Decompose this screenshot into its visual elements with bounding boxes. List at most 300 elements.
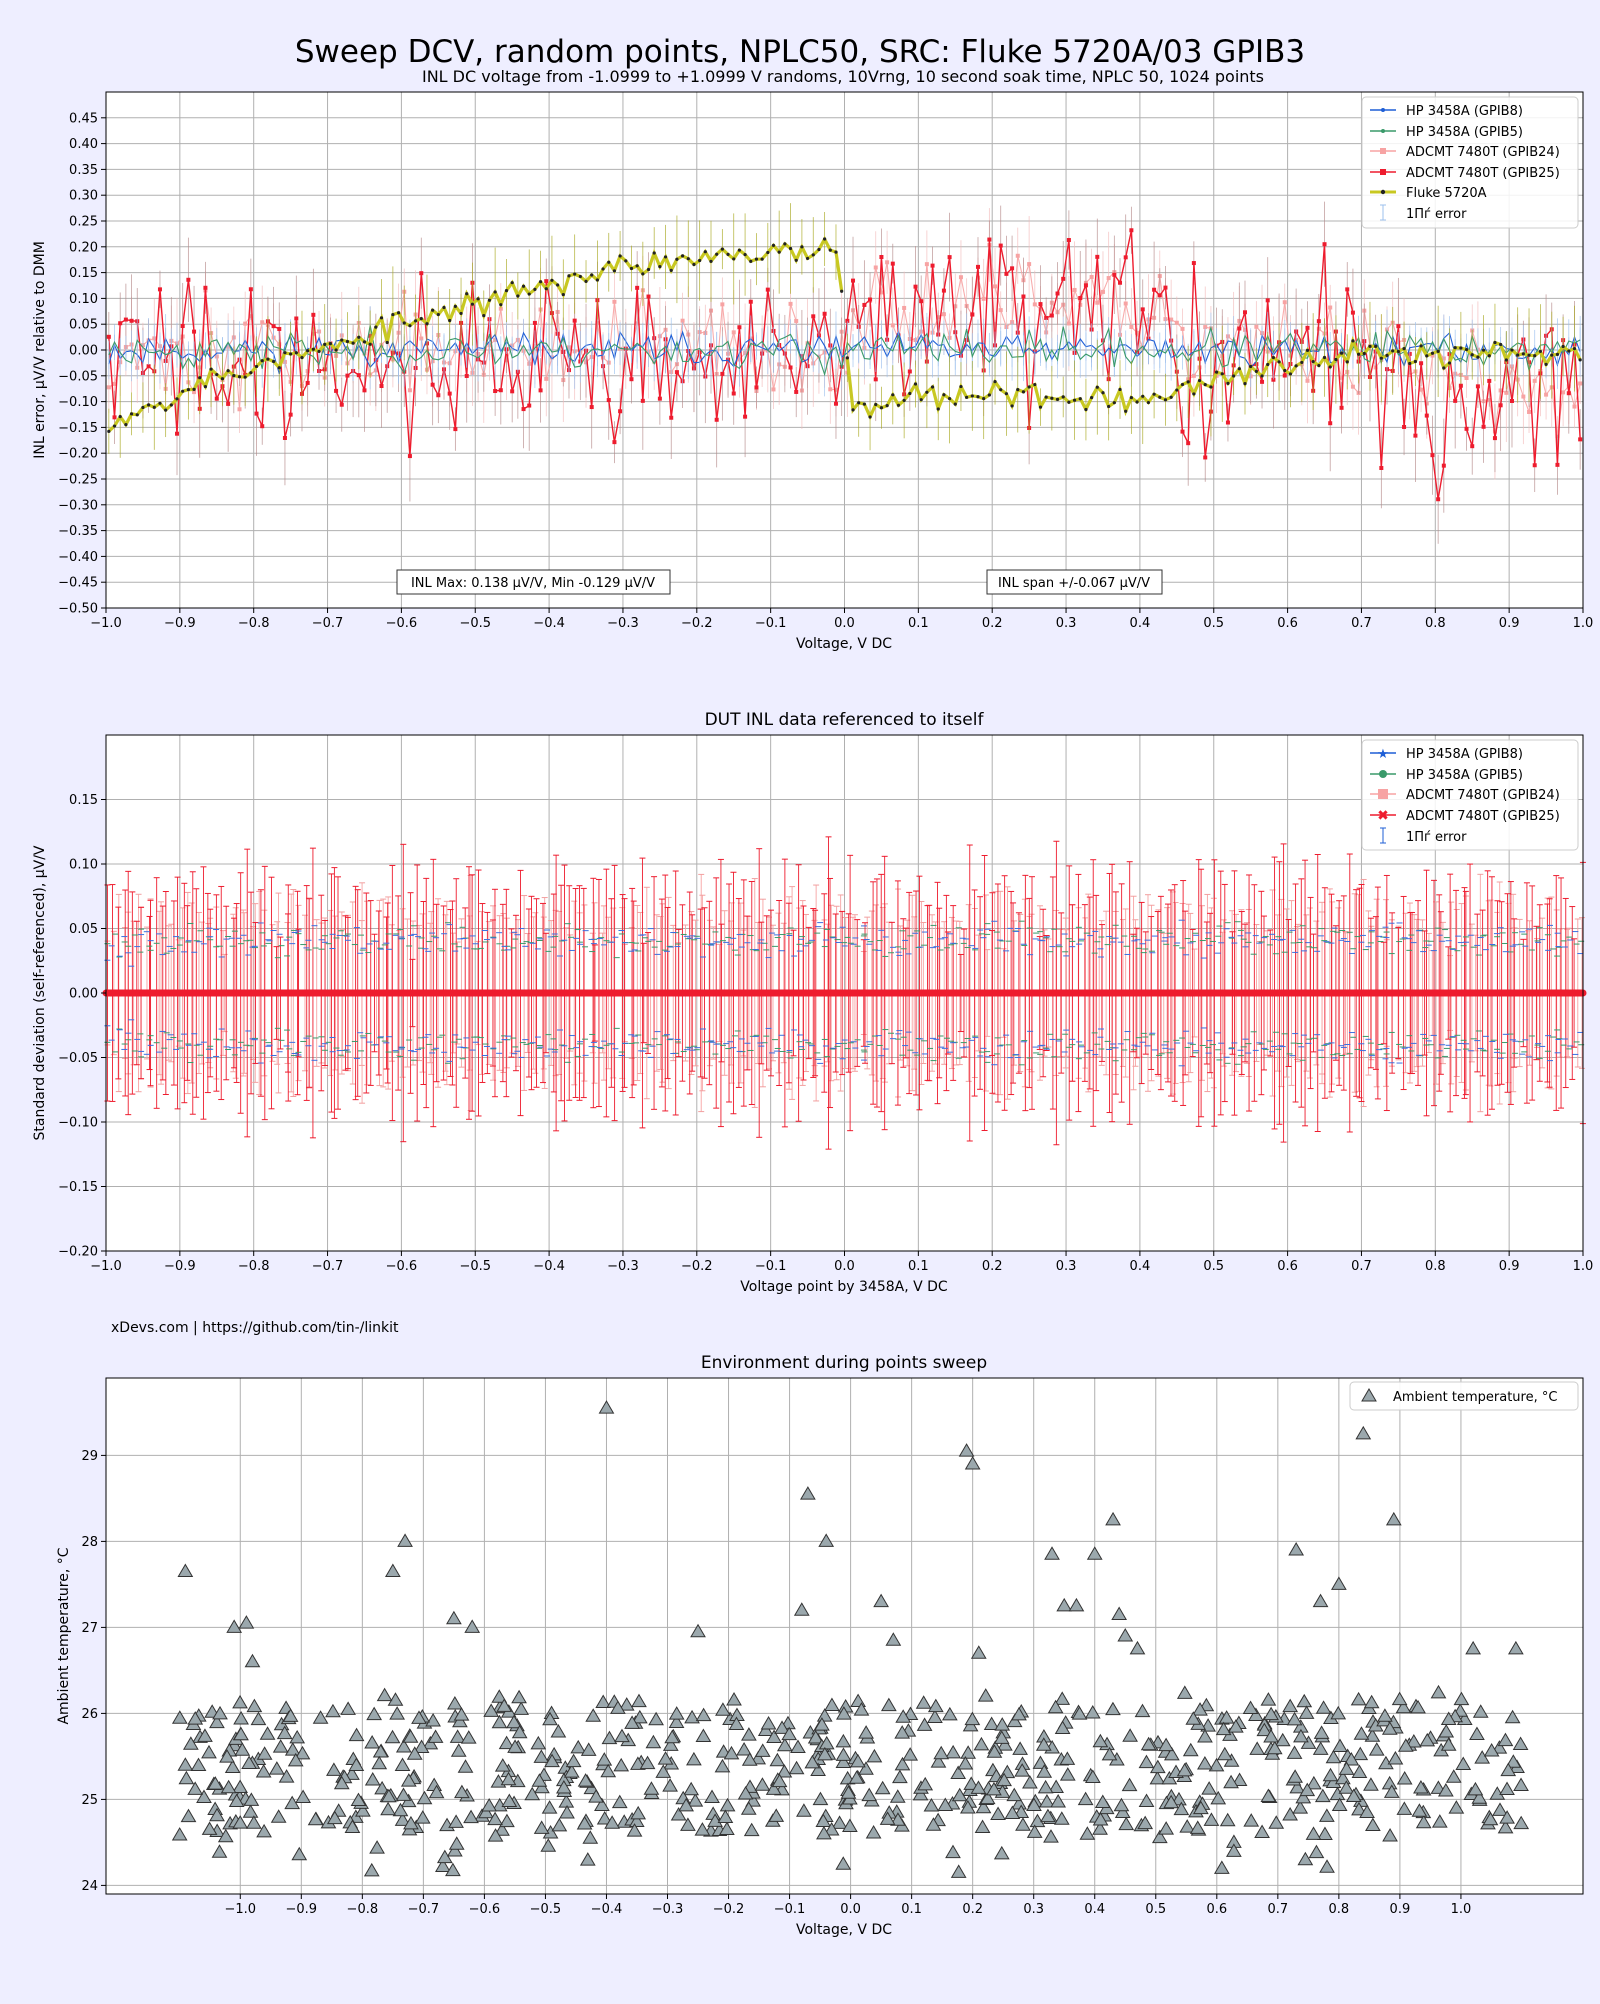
- inl-point: [522, 285, 525, 288]
- inl-point: [448, 319, 451, 322]
- inl-point: [1465, 376, 1469, 380]
- figure-title: Sweep DCV, random points, NPLC50, SRC: Fluke 5720A/03 GPIB3: [295, 34, 1305, 70]
- inl-point: [1527, 354, 1530, 357]
- inl-point: [1425, 414, 1429, 418]
- inl-point: [573, 319, 577, 323]
- inl-point: [1164, 398, 1167, 401]
- inl-point: [380, 384, 384, 388]
- inl-point: [1555, 463, 1559, 467]
- inl-point: [471, 303, 474, 306]
- inl-point: [408, 454, 412, 458]
- inl-annotation-span-text: INL span +/-0.067 μV/V: [998, 576, 1150, 591]
- inl-point: [1073, 399, 1076, 402]
- inl-point: [732, 330, 736, 334]
- inl-point: [1295, 364, 1298, 367]
- inl-point: [993, 380, 996, 383]
- inl-point: [1283, 300, 1287, 304]
- inl-point: [1442, 366, 1445, 369]
- inl-point: [789, 247, 792, 250]
- inl-point: [976, 265, 980, 269]
- inl-point: [766, 288, 770, 292]
- inl-point: [1476, 355, 1479, 358]
- x-tick-label: 0.6: [1277, 616, 1298, 631]
- inl-point: [1527, 410, 1531, 414]
- inl-point: [124, 423, 127, 426]
- inl-point: [1351, 311, 1355, 315]
- inl-point: [976, 395, 979, 398]
- inl-point: [658, 397, 662, 401]
- inl-point: [1328, 421, 1332, 425]
- inl-point: [1522, 352, 1525, 355]
- inl-point: [317, 350, 320, 353]
- inl-point: [754, 385, 758, 389]
- inl-point: [130, 412, 133, 415]
- inl-point: [1107, 276, 1111, 280]
- inl-point: [1283, 369, 1286, 372]
- inl-point: [1141, 307, 1145, 311]
- inl-point: [1556, 353, 1559, 356]
- inl-point: [874, 403, 877, 406]
- inl-point: [158, 287, 162, 291]
- inl-point: [1374, 345, 1377, 348]
- inl-point: [300, 356, 303, 359]
- x-tick-label: 0.9: [1499, 616, 1520, 631]
- inl-point: [1436, 497, 1440, 501]
- inl-point: [1402, 347, 1405, 350]
- inl-point: [340, 338, 343, 341]
- inl-point: [516, 294, 519, 297]
- inl-point: [1135, 400, 1138, 403]
- inl-point: [1021, 294, 1025, 298]
- inl-point: [1510, 348, 1513, 351]
- inl-point: [283, 351, 286, 354]
- inl-point: [1391, 349, 1394, 352]
- inl-point: [118, 321, 122, 325]
- inl-point: [1260, 380, 1264, 384]
- inl-point: [794, 390, 798, 394]
- inl-point: [851, 279, 855, 283]
- inl-legend: [1362, 97, 1578, 228]
- inl-point: [1578, 381, 1582, 385]
- inl-point: [1056, 398, 1059, 401]
- inl-point: [914, 382, 917, 385]
- inl-point: [1107, 405, 1110, 408]
- inl-point: [374, 326, 377, 329]
- y-tick-label: −0.35: [58, 524, 98, 539]
- inl-point: [465, 292, 468, 295]
- inl-point: [141, 406, 144, 409]
- inl-point: [130, 319, 134, 323]
- inl-point: [1090, 396, 1093, 399]
- inl-point: [1465, 427, 1469, 431]
- x-tick-label: 0.5: [1203, 616, 1224, 631]
- inl-point: [499, 388, 503, 392]
- inl-point: [1442, 464, 1446, 468]
- inl-point: [1499, 343, 1502, 346]
- inl-point: [1453, 399, 1457, 403]
- inl-point: [1004, 272, 1008, 276]
- inl-point: [527, 404, 531, 408]
- inl-point: [698, 259, 701, 262]
- inl-point: [1226, 382, 1229, 385]
- inl-point: [1516, 353, 1519, 356]
- inl-point: [1305, 379, 1309, 383]
- inl-point: [761, 258, 764, 261]
- inl-point: [653, 251, 656, 254]
- inl-point: [1124, 301, 1128, 305]
- inl-point: [209, 368, 212, 371]
- inl-point: [1198, 379, 1201, 382]
- inl-point: [1175, 388, 1178, 391]
- inl-point: [352, 342, 355, 345]
- inl-point: [1129, 325, 1133, 329]
- inl-legend-hp5-label: HP 3458A (GPIB5): [1406, 125, 1523, 140]
- inl-point: [249, 371, 252, 374]
- inl-point: [363, 340, 366, 343]
- inl-point: [647, 295, 651, 299]
- x-tick-label: −0.1: [755, 616, 787, 631]
- inl-point: [510, 389, 514, 393]
- inl-point: [1203, 455, 1207, 459]
- inl-point: [817, 248, 820, 251]
- inl-point: [1067, 321, 1071, 325]
- inl-point: [1101, 391, 1104, 394]
- y-tick-label: 0.45: [69, 111, 98, 126]
- inl-point: [766, 251, 769, 254]
- inl-point: [1079, 397, 1082, 400]
- inl-point: [289, 413, 293, 417]
- inl-point: [1533, 354, 1536, 357]
- inl-point: [732, 257, 735, 260]
- inl-point: [1237, 327, 1241, 331]
- inl-point: [914, 285, 918, 289]
- inl-point: [891, 393, 894, 396]
- inl-point: [215, 397, 219, 401]
- inl-point: [1505, 358, 1508, 361]
- inl-point: [965, 396, 968, 399]
- inl-point: [942, 289, 946, 293]
- y-tick-label: 0.40: [69, 137, 98, 152]
- inl-point: [795, 259, 798, 262]
- inl-point: [982, 397, 985, 400]
- inl-point: [511, 281, 514, 284]
- inl-point: [937, 407, 940, 410]
- inl-point: [1238, 367, 1241, 370]
- inl-point: [420, 317, 423, 320]
- inl-legend-error-label: 1Пѓ error: [1406, 207, 1467, 222]
- inl-point: [988, 393, 991, 396]
- inl-point: [1579, 358, 1582, 361]
- inl-point: [624, 259, 627, 262]
- x-tick-label: −0.5: [459, 616, 491, 631]
- inl-point: [1346, 360, 1349, 363]
- inl-point: [136, 413, 139, 416]
- inl-point: [1459, 384, 1463, 388]
- x-tick-label: −0.8: [238, 616, 270, 631]
- inl-point: [681, 254, 684, 257]
- inl-point: [1402, 425, 1406, 429]
- inl-point: [203, 286, 207, 290]
- inl-point: [425, 322, 428, 325]
- inl-point: [1550, 354, 1553, 357]
- inl-point: [812, 253, 815, 256]
- inl-point: [959, 275, 963, 279]
- inl-point: [164, 409, 167, 412]
- inl-point: [1039, 405, 1042, 408]
- inl-point: [1572, 405, 1576, 409]
- inl-point: [380, 316, 383, 319]
- x-tick-label: 0.2: [982, 616, 1003, 631]
- inl-annotation-max-min-text: INL Max: 0.138 μV/V, Min -0.129 μV/V: [411, 576, 655, 591]
- y-tick-label: 0.20: [69, 240, 98, 255]
- inl-point: [1067, 238, 1071, 242]
- inl-point: [1062, 395, 1065, 398]
- inl-point: [931, 264, 935, 268]
- inl-point: [1067, 401, 1070, 404]
- inl-point: [1317, 319, 1321, 323]
- inl-point: [1050, 314, 1054, 318]
- inl-point: [499, 303, 502, 306]
- inl-point: [908, 369, 912, 373]
- inl-point: [1095, 255, 1099, 259]
- inl-point: [1277, 360, 1280, 363]
- inl-point: [931, 385, 934, 388]
- inl-chart-title: INL DC voltage from -1.0999 to +1.0999 V randoms, 10Vrng, 10 second soak time, NPLC 50, 1024 points: [422, 67, 1264, 86]
- inl-point: [771, 387, 775, 391]
- inl-annotation-span: [987, 570, 1162, 594]
- x-tick-label: 1.0: [1573, 616, 1594, 631]
- inl-point: [789, 302, 793, 306]
- inl-point: [1510, 399, 1514, 403]
- x-tick-label: −0.7: [312, 616, 344, 631]
- inl-point: [959, 385, 962, 388]
- inl-point: [1351, 385, 1355, 389]
- inl-point: [1158, 396, 1161, 399]
- x-tick-label: 0.4: [1130, 616, 1151, 631]
- x-tick-label: −0.2: [681, 616, 713, 631]
- inl-point: [1163, 286, 1167, 290]
- inl-point: [289, 352, 292, 355]
- inl-point: [942, 393, 945, 396]
- inl-point: [1300, 361, 1303, 364]
- inl-point: [596, 278, 599, 281]
- inl-point: [1430, 453, 1434, 457]
- inl-point: [255, 365, 258, 368]
- y-tick-label: 0.25: [69, 215, 98, 230]
- y-tick-label: −0.25: [58, 473, 98, 488]
- inl-point: [147, 403, 150, 406]
- x-tick-label: 0.3: [1056, 616, 1077, 631]
- inl-point: [1487, 379, 1491, 383]
- y-tick-label: 0.15: [69, 266, 98, 281]
- inl-point: [1170, 396, 1173, 399]
- inl-point: [249, 287, 253, 291]
- inl-point: [891, 262, 895, 266]
- inl-point: [987, 238, 991, 242]
- inl-point: [879, 255, 883, 259]
- inl-point: [312, 348, 315, 351]
- inl-point: [886, 404, 889, 407]
- inl-point: [1124, 410, 1127, 413]
- inl-xlabel: Voltage, V DC: [796, 636, 892, 652]
- inl-point: [919, 299, 923, 303]
- inl-point: [1045, 395, 1048, 398]
- inl-point: [743, 415, 747, 419]
- inl-point: [1419, 361, 1423, 365]
- inl-point: [970, 312, 974, 316]
- x-tick-label: 0.1: [908, 616, 929, 631]
- inl-point: [1028, 385, 1031, 388]
- inl-point: [340, 403, 344, 407]
- inl-point: [403, 321, 406, 324]
- inl-point: [1533, 463, 1537, 467]
- inl-point: [1016, 388, 1019, 391]
- inl-point: [1084, 408, 1087, 411]
- inl-point: [1215, 371, 1218, 374]
- inl-point: [636, 264, 639, 267]
- inl-point: [533, 321, 537, 325]
- inl-point: [823, 312, 827, 316]
- inl-point: [550, 279, 553, 282]
- inl-point: [743, 253, 746, 256]
- inl-point: [755, 258, 758, 261]
- inl-point: [1061, 277, 1065, 281]
- inl-point: [562, 293, 565, 296]
- inl-point: [619, 254, 622, 257]
- inl-point: [204, 385, 207, 388]
- inl-point: [175, 397, 178, 400]
- inl-point: [1033, 302, 1037, 306]
- inl-point: [442, 306, 445, 309]
- inl-point: [1010, 266, 1014, 270]
- x-tick-label: −0.9: [164, 616, 196, 631]
- inl-point: [1260, 374, 1263, 377]
- inl-point: [885, 260, 889, 264]
- inl-point: [391, 313, 394, 316]
- inl-point: [1499, 403, 1503, 407]
- inl-point: [1419, 344, 1422, 347]
- inl-point: [1186, 441, 1190, 445]
- inl-point: [1249, 365, 1252, 368]
- inl-point: [1113, 401, 1116, 404]
- inl-point: [243, 322, 247, 326]
- inl-point: [920, 398, 923, 401]
- inl-point: [544, 377, 548, 381]
- inl-point: [1454, 346, 1457, 349]
- inl-point: [334, 389, 338, 393]
- inl-point: [1272, 356, 1275, 359]
- inl-point: [465, 374, 469, 378]
- y-tick-label: 0.10: [69, 292, 98, 307]
- inl-point: [476, 297, 479, 300]
- inl-point: [192, 388, 195, 391]
- inl-point: [1192, 392, 1195, 395]
- inl-point: [260, 424, 264, 428]
- y-tick-label: 0.35: [69, 163, 98, 178]
- inl-point: [635, 286, 639, 290]
- inl-point: [181, 324, 185, 328]
- inl-point: [198, 376, 201, 379]
- inl-point: [414, 319, 417, 322]
- inl-point: [948, 397, 951, 400]
- inl-point: [1232, 374, 1235, 377]
- y-tick-label: −0.05: [58, 369, 98, 384]
- x-tick-label: −0.3: [607, 616, 639, 631]
- inl-point: [1118, 281, 1122, 285]
- inl-point: [357, 336, 360, 339]
- inl-point: [1073, 288, 1077, 292]
- inl-point: [1482, 425, 1486, 429]
- inl-point: [828, 387, 832, 391]
- inl-point: [1368, 345, 1371, 348]
- inl-point: [704, 250, 707, 253]
- inl-point: [277, 327, 281, 331]
- inl-point: [857, 401, 860, 404]
- inl-point: [687, 257, 690, 260]
- inl-point: [1243, 382, 1246, 385]
- inl-point: [749, 260, 752, 263]
- inl-point: [641, 272, 644, 275]
- inl-point: [346, 340, 349, 343]
- inl-point: [749, 300, 753, 304]
- x-tick-label: 0.7: [1351, 616, 1372, 631]
- inl-point: [528, 292, 531, 295]
- inl-point: [436, 393, 440, 397]
- inl-point: [681, 319, 685, 323]
- y-tick-label: −0.50: [58, 602, 98, 617]
- inl-point: [1305, 326, 1309, 330]
- inl-point: [158, 402, 161, 405]
- inl-point: [647, 268, 650, 271]
- inl-point: [612, 300, 616, 304]
- inl-point: [1493, 341, 1496, 344]
- inl-point: [1090, 275, 1094, 279]
- inl-point: [675, 370, 679, 374]
- inl-point: [1084, 283, 1088, 287]
- inl-point: [846, 356, 849, 359]
- inl-point: [715, 418, 719, 422]
- inl-point: [1226, 421, 1230, 425]
- inl-point: [1397, 350, 1400, 353]
- inl-point: [1567, 391, 1571, 395]
- inl-point: [278, 366, 281, 369]
- inl-point: [1010, 404, 1013, 407]
- self-ref-chart: [32, 710, 1593, 1295]
- inl-legend-fluke-label: Fluke 5720A: [1406, 186, 1487, 201]
- inl-point: [1380, 357, 1383, 360]
- inl-point: [834, 402, 838, 406]
- inl-point: [1317, 364, 1320, 367]
- inl-point: [1096, 386, 1099, 389]
- inl-point: [834, 251, 837, 254]
- inl-point: [902, 306, 906, 310]
- inl-annotation-max-min: [397, 570, 670, 594]
- inl-point: [482, 314, 485, 317]
- inl-point: [630, 267, 633, 270]
- inl-point: [311, 313, 315, 317]
- inl-point: [1181, 383, 1184, 386]
- inl-point: [1414, 360, 1417, 363]
- inl-point: [1488, 354, 1491, 357]
- inl-point: [221, 377, 224, 380]
- inl-point: [238, 375, 241, 378]
- inl-point: [1562, 345, 1565, 348]
- inl-point: [1266, 298, 1270, 302]
- inl-point: [1221, 372, 1224, 375]
- inl-point: [1544, 363, 1547, 366]
- y-tick-label: −0.15: [58, 421, 98, 436]
- inl-point: [107, 385, 111, 389]
